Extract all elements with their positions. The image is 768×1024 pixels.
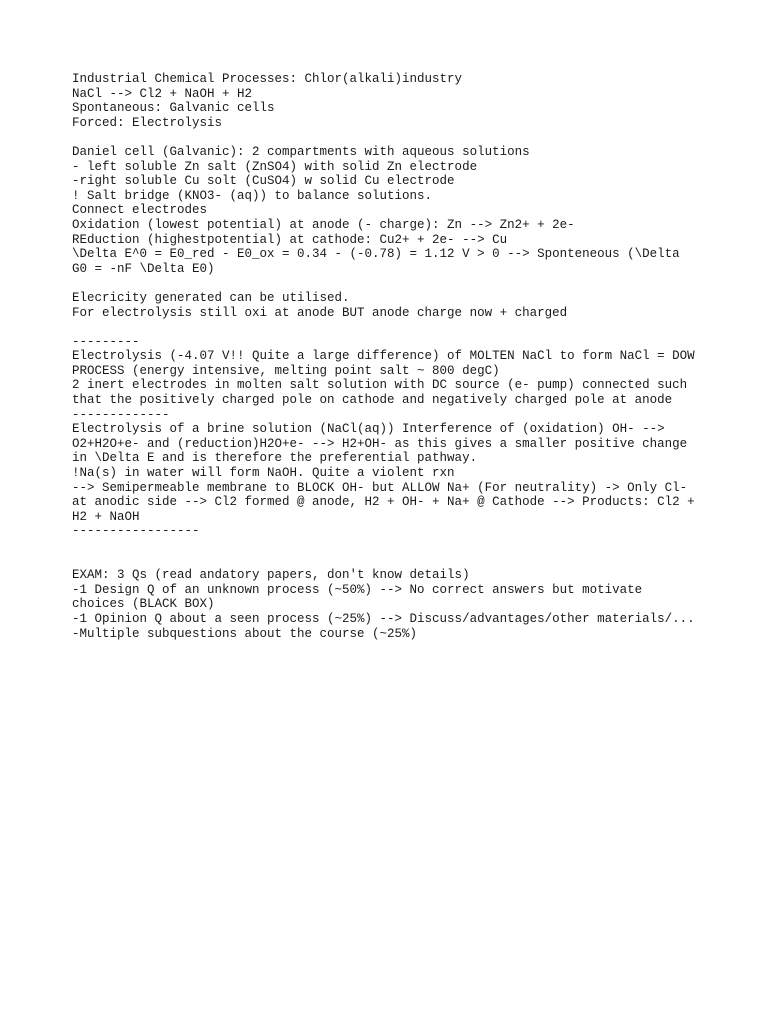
text-line: Electrolysis of a brine solution (NaCl(aq)) Interference of (oxidation) OH- -->	[72, 422, 665, 437]
text-line: G0 = -nF \Delta E0)	[72, 261, 215, 276]
text-line: Connect electrodes	[72, 203, 208, 218]
text-line: ---------	[72, 334, 140, 349]
text-line: Industrial Chemical Processes: Chlor(alkali)industry	[72, 72, 463, 86]
text-line: \Delta E^0 = E0_red - E0_ox = 0.34 - (-0.78) = 1.12 V > 0 --> Sponteneous (\Delta	[72, 247, 680, 262]
blank-line	[72, 276, 712, 291]
text-line: -----------------	[72, 524, 200, 539]
text-line: -1 Design Q of an unknown process (~50%) --> No correct answers but motivate	[72, 582, 643, 597]
text-line: NaCl --> Cl2 + NaOH + H2	[72, 86, 253, 101]
text-line: Electrolysis (-4.07 V!! Quite a large difference) of MOLTEN NaCl to form NaCl = DOW	[72, 349, 695, 364]
text-line: that the positively charged pole on cathode and negatively charged pole at anode	[72, 393, 673, 408]
text-line: - left soluble Zn salt (ZnSO4) with solid Zn electrode	[72, 159, 478, 174]
text-line: EXAM: 3 Qs (read andatory papers, don't know details)	[72, 568, 470, 583]
text-line: H2 + NaOH	[72, 509, 140, 524]
text-line: -------------	[72, 407, 170, 422]
document-body	[72, 72, 712, 641]
text-line: REduction (highestpotential) at cathode: Cu2+ + 2e- --> Cu	[72, 232, 508, 247]
text-line: -Multiple subquestions about the course (~25%)	[72, 626, 418, 641]
text-line: !Na(s) in water will form NaOH. Quite a violent rxn	[72, 466, 455, 481]
text-line: Elecricity generated can be utilised.	[72, 290, 350, 305]
text-line: 2 inert electrodes in molten salt solution with DC source (e- pump) connected such	[72, 378, 688, 393]
text-line: -right soluble Cu solt (CuSO4) w solid Cu electrode	[72, 174, 455, 189]
text-line: choices (BLACK BOX)	[72, 597, 215, 612]
text-line: O2+H2O+e- and (reduction)H2O+e- --> H2+OH- as this gives a smaller positive change	[72, 436, 688, 451]
text-line: in \Delta E and is therefore the preferential pathway.	[72, 451, 478, 466]
text-line: --> Semipermeable membrane to BLOCK OH- but ALLOW Na+ (For neutrality) -> Only Cl-	[72, 480, 688, 495]
blank-line	[72, 130, 712, 145]
text-line: Daniel cell (Galvanic): 2 compartments with aqueous solutions	[72, 144, 530, 159]
text-line: For electrolysis still oxi at anode BUT anode charge now + charged	[72, 305, 568, 320]
blank-line	[72, 539, 712, 554]
blank-line	[72, 320, 712, 335]
text-line: Forced: Electrolysis	[72, 115, 223, 130]
text-line: ! Salt bridge (KNO3- (aq)) to balance solutions.	[72, 188, 433, 203]
text-line: at anodic side --> Cl2 formed @ anode, H2 + OH- + Na+ @ Cathode --> Products: Cl2 +	[72, 495, 695, 510]
text-line: Spontaneous: Galvanic cells	[72, 101, 275, 116]
text-line: Oxidation (lowest potential) at anode (- charge): Zn --> Zn2+ + 2e-	[72, 217, 575, 232]
text-line: PROCESS (energy intensive, melting point salt ~ 800 degC)	[72, 363, 500, 378]
blank-line	[72, 554, 712, 569]
text-line: -1 Opinion Q about a seen process (~25%) --> Discuss/advantages/other materials/...	[72, 611, 695, 626]
